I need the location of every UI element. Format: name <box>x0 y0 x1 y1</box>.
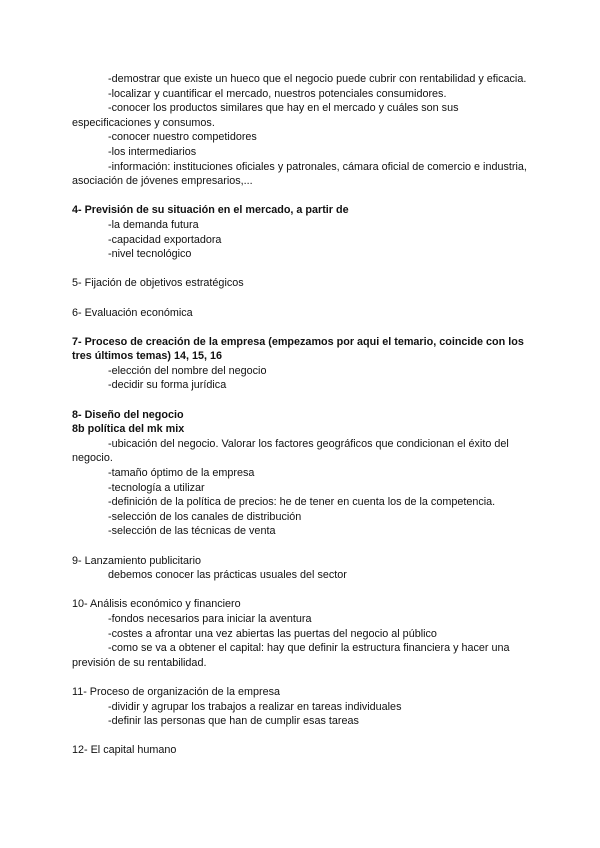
bullet-item: -la demanda futura <box>108 218 199 231</box>
section-title: 6- Evaluación económica <box>72 306 193 319</box>
bullet-item: -nivel tecnológico <box>108 248 192 261</box>
section-heading: 4- Previsión de su situación en el mercado, a partir de <box>72 204 349 217</box>
blank-line <box>72 291 528 306</box>
bullet-paragraph: -información: instituciones oficiales y patronales, cámara oficial de comercio e industria, asociación de jóvenes empresarios,... <box>72 160 527 188</box>
blank-line <box>72 539 528 554</box>
bullet-paragraph: -conocer los productos similares que hay en el mercado y cuáles son sus especificaciones y consumos. <box>72 102 459 129</box>
bullet-item: -fondos necesarios para iniciar la aventura <box>108 612 312 625</box>
section-title: 11- Proceso de organización de la empresa <box>72 685 281 698</box>
bullet-item: -definir las personas que han de cumplir esas tareas <box>108 715 359 728</box>
section-title: 9- Lanzamiento publicitario <box>72 554 202 567</box>
section-title: 5- Fijación de objetivos estratégicos <box>72 277 244 290</box>
bullet-item: -costes a afrontar una vez abiertas las puertas del negocio al público <box>108 627 437 640</box>
bullet-item: -conocer nuestro competidores <box>108 131 257 144</box>
bullet-item: -tamaño óptimo de la empresa <box>108 467 255 480</box>
section-heading: 8- Diseño del negocio <box>72 408 184 421</box>
bullet-item: -dividir y agrupar los trabajos a realizar en tareas individuales <box>108 700 402 713</box>
blank-line <box>72 670 528 685</box>
bullet-paragraph: -demostrar que existe un hueco que el negocio puede cubrir con rentabilidad y eficacia. <box>108 73 527 85</box>
blank-line <box>72 320 528 335</box>
section-heading: 7- Proceso de creación de la empresa (empezamos por aqui el temario, coincide con los tres últimos temas) 14, 15, 16 <box>72 335 524 363</box>
section-title: 12- El capital humano <box>72 744 177 757</box>
bullet-item: -selección de los canales de distribución <box>108 510 302 523</box>
bullet-item: -los intermediarios <box>108 145 197 158</box>
section-heading: 8b política del mk mix <box>72 423 185 436</box>
bullet-item: -selección de las técnicas de venta <box>108 525 276 538</box>
section-title: 10- Análisis económico y financiero <box>72 598 241 611</box>
blank-line <box>72 189 528 204</box>
blank-line <box>72 583 528 598</box>
bullet-item: -elección del nombre del negocio <box>108 364 267 377</box>
bullet-paragraph: -ubicación del negocio. Valorar los factores geográficos que condicionan el éxito del negocio. <box>72 437 509 465</box>
bullet-item: -tecnología a utilizar <box>108 481 205 494</box>
bullet-paragraph: -localizar y cuantificar el mercado, nuestros potenciales consumidores. <box>108 87 447 100</box>
bullet-item: -decidir su forma jurídica <box>108 379 227 392</box>
document-page <box>72 72 528 758</box>
bullet-item: debemos conocer las prácticas usuales del sector <box>108 569 347 582</box>
bullet-item: -definición de la política de precios: he de tener en cuenta los de la competencia. <box>108 496 496 509</box>
bullet-paragraph: -como se va a obtener el capital: hay que definir la estructura financiera y hacer una previsión de su rentabilidad. <box>72 642 510 669</box>
bullet-item: -capacidad exportadora <box>108 233 222 246</box>
blank-line <box>72 729 528 744</box>
blank-line <box>72 262 528 277</box>
blank-line <box>72 393 528 408</box>
